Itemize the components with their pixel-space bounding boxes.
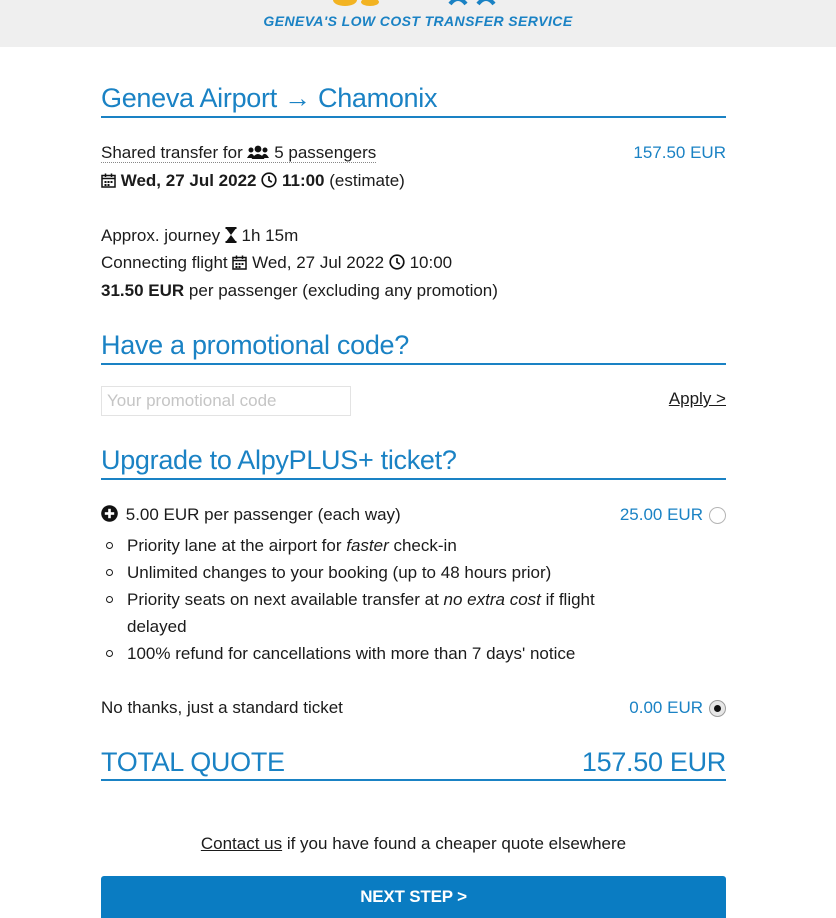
per-passenger-row — [101, 280, 726, 302]
departure-time: 11:00 — [281, 171, 325, 190]
journey-duration-row — [101, 225, 726, 247]
promo-code-input[interactable] — [101, 386, 351, 416]
total-quote — [101, 745, 726, 781]
upgrade-feature-item — [101, 640, 641, 667]
standard-option-label: No thanks, just a standard ticket — [101, 698, 343, 717]
flight-label: Connecting flight — [101, 253, 228, 272]
apply-link[interactable]: Apply > — [668, 389, 726, 408]
upgrade-feature-item — [101, 586, 641, 640]
feature-text: Priority seats on next available transfer at — [127, 590, 444, 609]
contact-note — [101, 834, 726, 854]
contact-text: if you have found a cheaper quote elsewhere — [282, 834, 627, 853]
plus-circle-icon — [101, 505, 118, 522]
flight-date: Wed, 27 Jul 2022 — [252, 253, 385, 272]
flight-time: 10:00 — [409, 253, 453, 272]
contact-us-link[interactable]: Contact us — [200, 834, 283, 853]
feature-emphasis: no extra cost — [443, 590, 541, 609]
total-value: 157.50 EUR — [581, 747, 726, 777]
upgrade-features-list — [101, 532, 641, 667]
site-tagline: GENEVA'S LOW COST TRANSFER SERVICE — [263, 13, 573, 29]
feature-text: Unlimited changes to your booking (up to 48 hours prior) — [127, 563, 552, 582]
passenger-count: 5 passengers — [274, 143, 377, 162]
feature-text: Priority lane at the airport for — [127, 536, 347, 555]
route-title: Geneva Airport → Chamonix — [101, 83, 726, 118]
bullet-icon — [106, 542, 113, 549]
hourglass-icon — [225, 227, 237, 243]
transfer-type[interactable] — [101, 143, 376, 163]
per-passenger-note: per passenger (excluding any promotion) — [188, 281, 498, 300]
bullet-icon — [106, 596, 113, 603]
next-step-button[interactable]: NEXT STEP > — [101, 876, 726, 918]
upgrade-feature-item — [101, 532, 641, 559]
upgrade-option[interactable] — [101, 504, 726, 526]
per-passenger-price: 31.50 EUR — [101, 281, 185, 300]
calendar-icon — [101, 173, 116, 188]
upgrade-radio[interactable] — [709, 507, 726, 524]
journey-duration: 1h 15m — [241, 226, 299, 245]
clock-icon — [261, 172, 277, 188]
promo-title: Have a promotional code? — [101, 330, 726, 365]
bullet-icon — [106, 650, 113, 657]
total-label: TOTAL QUOTE — [101, 747, 285, 777]
site-header — [0, 0, 836, 47]
feature-text: check-in — [388, 536, 457, 555]
standard-option[interactable] — [101, 697, 726, 719]
departure-date: Wed, 27 Jul 2022 — [120, 171, 257, 190]
route-price: 157.50 EUR — [633, 143, 726, 162]
standard-price: 0.00 EUR — [629, 698, 703, 717]
journey-label: Approx. journey — [101, 226, 221, 245]
feature-text: if flight delayed — [127, 590, 595, 636]
clock-icon — [389, 254, 405, 270]
upgrade-title: Upgrade to AlpyPLUS+ ticket? — [101, 445, 726, 480]
calendar-icon — [232, 255, 247, 270]
passengers-icon — [247, 145, 269, 160]
bullet-icon — [106, 569, 113, 576]
standard-radio[interactable] — [709, 700, 726, 717]
transfer-summary — [101, 142, 726, 164]
connecting-flight-row — [101, 252, 726, 274]
feature-text: 100% refund for cancellations with more than 7 days' notice — [127, 644, 576, 663]
logo-icon — [300, 0, 540, 6]
time-note: (estimate) — [329, 171, 405, 190]
transfer-prefix: Shared transfer for — [101, 143, 243, 162]
upgrade-price: 25.00 EUR — [619, 505, 703, 524]
feature-emphasis: faster — [346, 536, 389, 555]
upgrade-option-label: 5.00 EUR per passenger (each way) — [125, 505, 401, 524]
departure-datetime — [101, 170, 726, 192]
upgrade-feature-item — [101, 559, 641, 586]
